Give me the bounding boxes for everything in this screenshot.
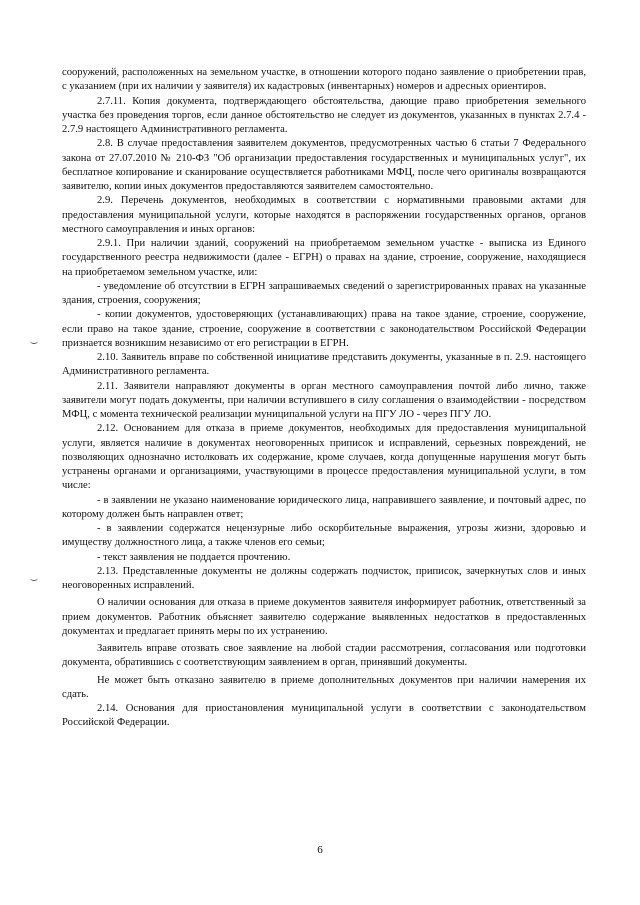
paragraph-withdraw: Заявитель вправе отозвать свое заявление на любой стадии рассмотрения, согласования или подготовки документа, обратившись с соответствующим заявлением в орган, принявший документы.	[62, 643, 586, 669]
paragraph-2-8: 2.8. В случае предоставления заявителем документов, предусмотренных частью 6 статьи 7 Федерального закона от 27.07.2010 № 210-ФЗ "Об организации предоставления государственных и муниципальных услуг", их бесплатное копирование и сканирование осуществляется работниками МФЦ, после чего оригиналы возвращаются заявителю, копии иных документов предоставляются заявителем самостоятельно.	[62, 138, 586, 192]
list-item-copies: - копии документов, удостоверяющих (устанавливающих) права на такое здание, строение, сооружение, если право на такое здание, строение, сооружение в соответствии с законодательством Российской Федерации признается возникшим независимо от его регистрации в ЕГРН.	[62, 309, 586, 349]
paragraph-continuation: сооружений, расположенных на земельном участке, в отношении которого подано заявление о приобретении прав, с указанием (при их наличии у заявителя) их кадастровых (инвентарных) номеров и адресных ориентиров.	[62, 67, 586, 93]
paragraph-2-9-1: 2.9.1. При наличии зданий, сооружений на приобретаемом земельном участке - выписка из Единого государственного реестра недвижимости (далее - ЕГРН) о правах на здание, строение, сооружение, находящиеся на приобретаемом земельном участке, или:	[62, 238, 586, 278]
paragraph-2-11: 2.11. Заявители направляют документы в орган местного самоуправления почтой либо лично, также заявители могут подать документы, при наличии вступившего в силу соглашения о взаимодействии - посредством МФЦ, с момента технической реализации муниципальной услуги на ПГУ ЛО - через ПГУ ЛО.	[62, 380, 586, 420]
paragraph-2-10: 2.10. Заявитель вправе по собственной инициативе представить документы, указанные в п. 2.9. настоящего Административного регламента.	[62, 352, 586, 378]
paragraph-2-7-11: 2.7.11. Копия документа, подтверждающего обстоятельства, дающие право приобретения земельного участка без проведения торгов, если данное обстоятельство не следует из документов, указанных в пунктах 2.7.4 - 2.7.9 настоящего Административного регламента.	[62, 95, 586, 135]
list-item-obscene: - в заявлении содержатся нецензурные либо оскорбительные выражения, угрозы жизни, здоровью и имуществу должностного лица, а также членов его семьи;	[62, 523, 586, 549]
paragraph-2-14: 2.14. Основания для приостановления муниципальной услуги в соответствии с законодательством Российской Федерации.	[62, 703, 586, 729]
margin-mark-upper	[30, 338, 38, 344]
margin-mark-lower	[30, 575, 38, 581]
list-item-no-name: - в заявлении не указано наименование юридического лица, направившего заявление, и почтовый адрес, по которому должен быть направлен ответ;	[62, 494, 586, 520]
paragraph-2-13: 2.13. Представленные документы не должны содержать подчисток, приписок, зачеркнутых слов и иных неоговоренных исправлений.	[62, 565, 586, 591]
paragraph-refusal-info: О наличии основания для отказа в приеме документов заявителя информирует работник, ответственный за прием документов. Работник объясняет заявителю содержание выявленных недостатков в предоставленных документах и предлагает принять меры по их устранению.	[62, 597, 586, 637]
list-item-unreadable: - текст заявления не поддается прочтению.	[97, 551, 291, 563]
page-number: 6	[317, 844, 323, 856]
list-item-notice: - уведомление об отсутствии в ЕГРН запрашиваемых сведений о зарегистрированных правах на указанные здания, строения, сооружения;	[62, 280, 586, 306]
paragraph-2-12: 2.12. Основанием для отказа в приеме документов, необходимых для предоставления муниципальной услуги, является наличие в документах неоговоренных приписок и исправлений, серьезных повреждений, не позволяющих однозначно истолковать их содержание, кроме случаев, когда допущенные нарушения могут быть устранены органами и организациями, участвующими в процессе предоставления муниципальной услуги, в том числе:	[62, 423, 586, 492]
document-body	[62, 66, 586, 731]
paragraph-additional-docs: Не может быть отказано заявителю в приеме дополнительных документов при наличии намерения их сдать.	[62, 674, 586, 700]
paragraph-2-9: 2.9. Перечень документов, необходимых в соответствии с нормативными правовыми актами для предоставления муниципальной услуги, которые находятся в распоряжении государственных органов, органов местного самоуправления и иных органов:	[62, 195, 586, 235]
